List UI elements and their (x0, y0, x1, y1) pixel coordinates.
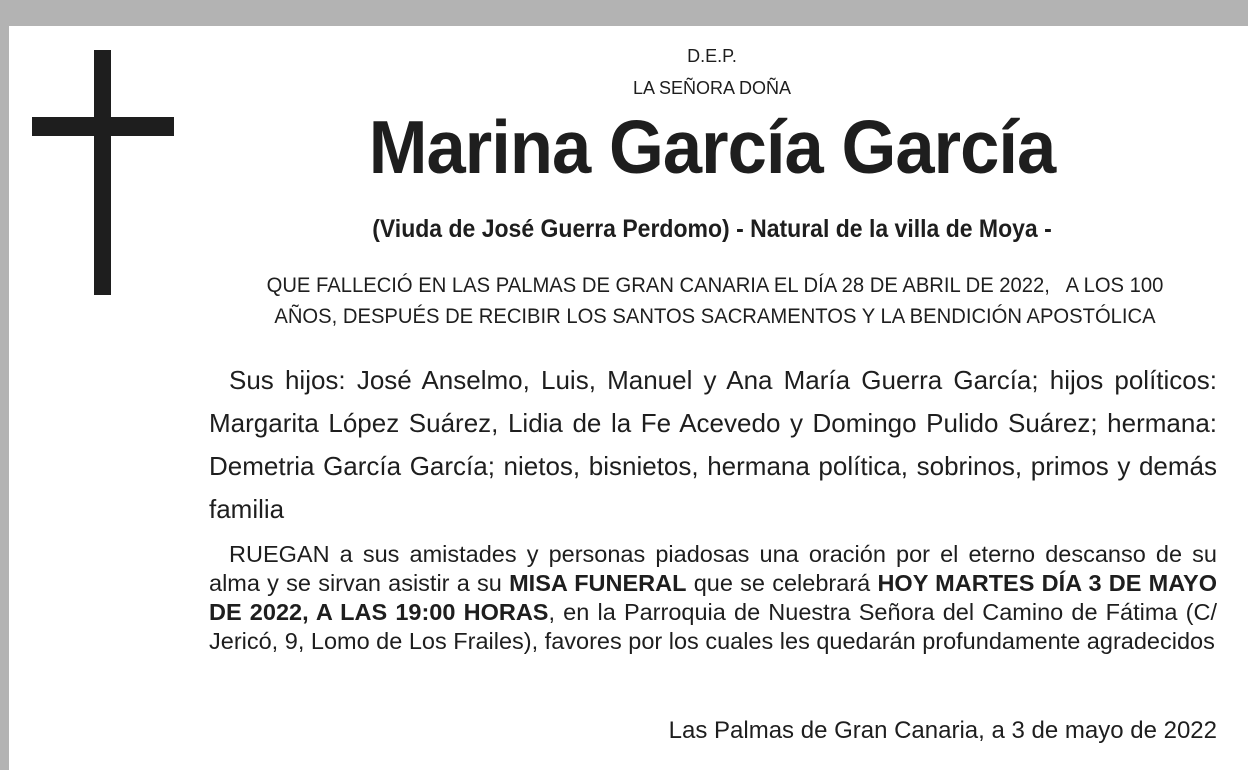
death-notice-line-1: QUE FALLECIÓ EN LAS PALMAS DE GRAN CANARIA EL DÍA 28 DE ABRIL DE 2022, A LOS 100 (266, 273, 1164, 297)
request-text-1: RUEGAN a sus amistades y personas piadosas una oración por el eterno descanso de su alma y se sirvan asistir a su (209, 541, 1217, 596)
dep-heading: D.E.P. (687, 46, 737, 66)
honorific: LA SEÑORA DOÑA (632, 78, 792, 98)
cross-horizontal-bar (32, 117, 174, 136)
request-text-3: , en la Parroquia de Nuestra Señora del Camino de Fátima (C/ Jericó, 9, Lomo de Los Frailes), favores por los cuales les quedarán profundamente agradecidos (209, 599, 1217, 654)
death-notice-line-2: AÑOS, DESPUÉS DE RECIBIR LOS SANTOS SACRAMENTOS Y LA BENDICIÓN APOSTÓLICA (274, 304, 1156, 328)
request-paragraph (209, 540, 1217, 656)
family-paragraph: Sus hijos: José Anselmo, Luis, Manuel y Ana María Guerra García; hijos políticos: Margarita López Suárez, Lidia de la Fe Acevedo y Domingo Pulido Suárez; hermana: Demetria García García; nietos, bisnietos, hermana política, sobrinos, primos y demás familia (209, 365, 1217, 524)
request-text-2: que se celebrará (686, 570, 878, 596)
death-notice (231, 270, 1199, 332)
deceased-name: Marina García García (368, 105, 1056, 189)
request-bold-mass: MISA FUNERAL (509, 570, 687, 596)
cross-vertical-bar (94, 50, 111, 295)
place-and-date: Las Palmas de Gran Canaria, a 3 de mayo de 2022 (668, 717, 1217, 744)
deceased-subtitle: (Viuda de José Guerra Perdomo) - Natural de la villa de Moya - (372, 215, 1052, 243)
request-bold-date: HOY MARTES DÍA 3 DE MAYO DE 2022, A LAS 19:00 HORAS (209, 570, 1217, 625)
